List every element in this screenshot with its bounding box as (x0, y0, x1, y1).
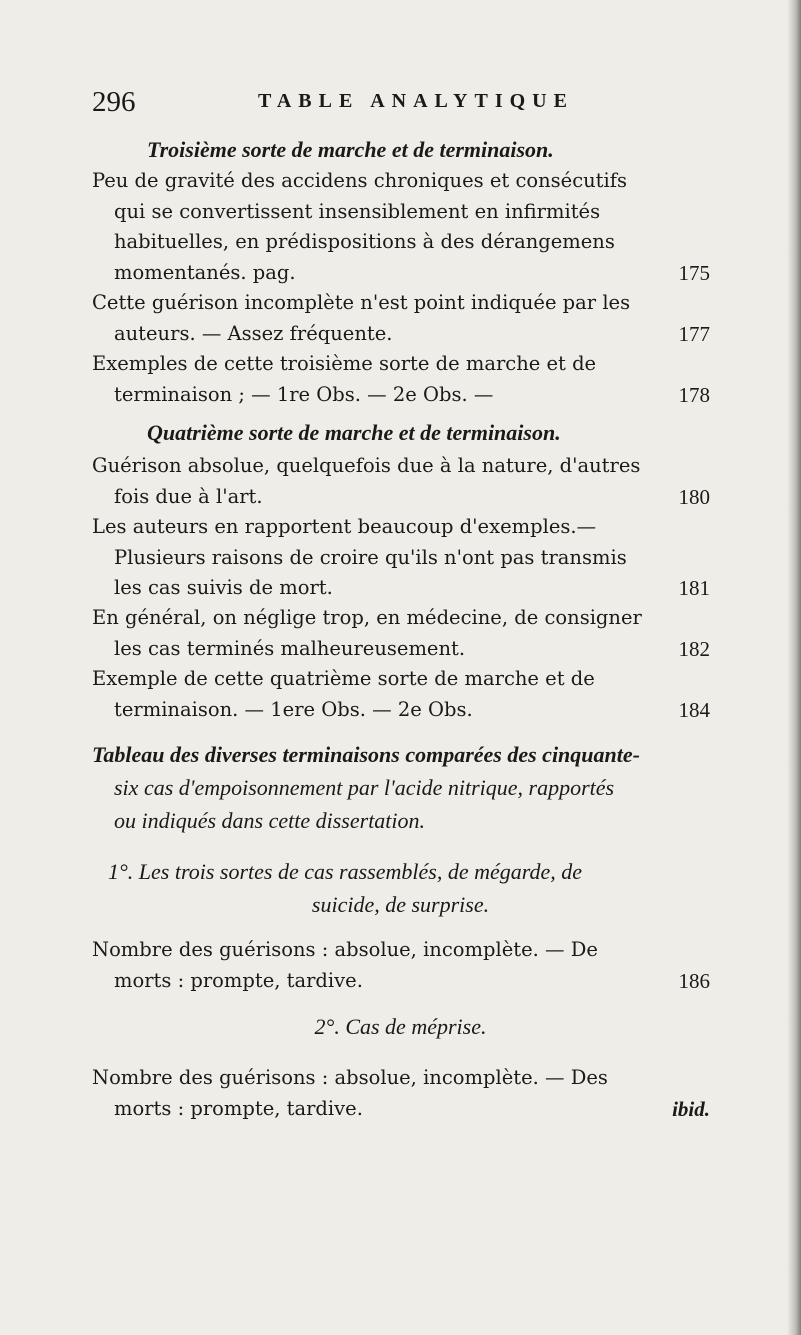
index-entry (92, 1063, 712, 1124)
running-title: TABLE ANALYTIQUE (258, 90, 574, 112)
entry-page: 182 (678, 636, 710, 661)
tableau-line: Tableau des diverses terminaisons comparées des cinquante- (92, 742, 640, 767)
index-entry (92, 664, 712, 725)
entry-text: Nombre des guérisons : absolue, incomplète. — De morts : prompte, tardive. (92, 938, 598, 992)
entry-page: 186 (678, 968, 710, 993)
entry-text: Guérison absolue, quelquefois due à la nature, d'autres fois due à l'art. (92, 454, 641, 508)
entry-text: Nombre des guérisons : absolue, incomplète. — Des morts : prompte, tardive. (92, 1066, 608, 1120)
entry-text: Peu de gravité des accidens chroniques et consécutifs qui se convertissent insensiblement en infirmités habituelles, en prédispositions à des dérangemens momentanés. pag. (92, 169, 627, 284)
part1-title-line: 1°. Les trois sortes de cas rassemblés, de mégarde, de (108, 859, 583, 884)
tableau-line: six cas d'empoisonnement par l'acide nitrique, rapportés (114, 775, 615, 800)
index-entry (92, 166, 712, 288)
section-heading-fourth: Quatrième sorte de marche et de terminaison. (147, 420, 561, 445)
entry-text: Cette guérison incomplète n'est point indiquée par les auteurs. — Assez fréquente. (92, 291, 631, 345)
entry-page: 177 (678, 321, 710, 346)
entry-page: ibid. (672, 1096, 710, 1121)
index-entry (92, 935, 712, 996)
entry-text: En général, on néglige trop, en médecine, de consigner les cas terminés malheureusement. (92, 606, 642, 660)
section-heading-third: Troisième sorte de marche et de terminaison. (147, 137, 554, 162)
index-entry (92, 603, 712, 664)
entry-text: Exemples de cette troisième sorte de marche et de terminaison ; — 1re Obs. — 2e Obs. — (92, 352, 597, 406)
entry-text: Exemple de cette quatrième sorte de marche et de terminaison. — 1ere Obs. — 2e Obs. (92, 667, 595, 721)
tableau-heading (92, 738, 732, 837)
part1-title (108, 855, 748, 888)
page-number: 296 (92, 86, 136, 118)
index-entry (92, 288, 712, 349)
part1-title-line-2: suicide, de surprise. (311, 892, 490, 917)
entry-page: 178 (678, 382, 710, 407)
part2-title: 2°. Cas de méprise. (314, 1014, 487, 1039)
index-entry (92, 349, 712, 410)
entry-page: 175 (678, 260, 710, 285)
entry-text: Les auteurs en rapportent beaucoup d'exemples.—Plusieurs raisons de croire qu'ils n'ont pas transmis les cas suivis de mort. (92, 515, 627, 599)
page-header (92, 86, 712, 126)
tableau-line: ou indiqués dans cette dissertation. (114, 808, 426, 833)
index-entry (92, 451, 712, 512)
page-edge-shadow (787, 0, 801, 1335)
entry-page: 184 (678, 697, 710, 722)
entry-page: 180 (678, 484, 710, 509)
index-entry (92, 512, 712, 604)
entry-page: 181 (678, 576, 710, 600)
